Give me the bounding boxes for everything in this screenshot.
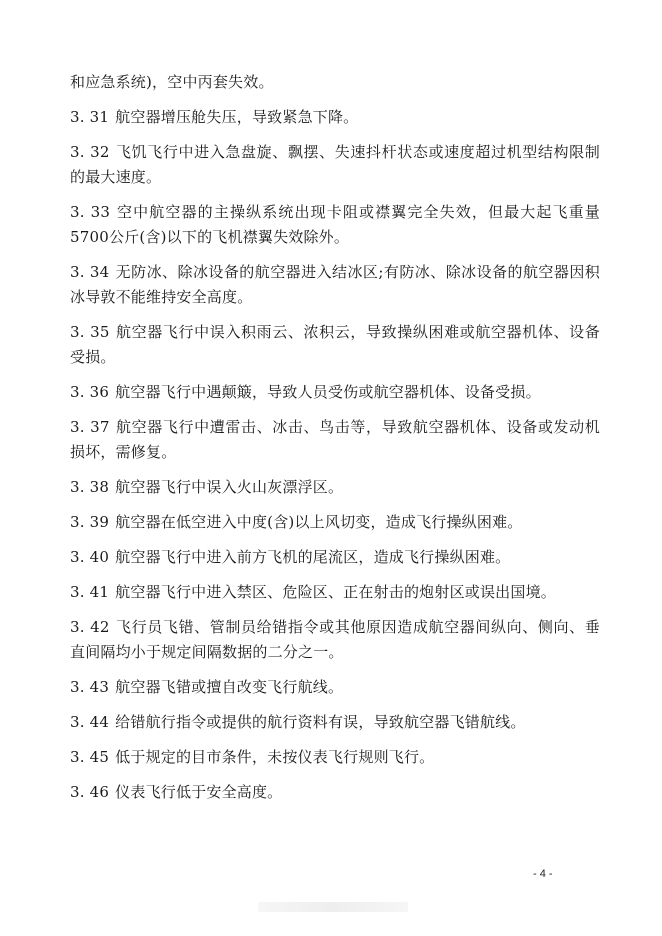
paragraph-3-34 xyxy=(70,260,600,310)
paragraph-text: 航空器增压舱失压，导致紧急下降。 xyxy=(115,108,359,126)
paragraph-3-43 xyxy=(70,675,600,700)
paragraph-text: 航空器飞行中遇颠簸，导致人员受伤或航空器机体、设备受损。 xyxy=(115,383,541,401)
paragraph-3-46 xyxy=(70,780,600,805)
paragraph-3-32 xyxy=(70,140,600,190)
paragraph-3-35 xyxy=(70,320,600,370)
faint-watermark xyxy=(258,902,408,912)
clause-number: 3. 36 xyxy=(70,383,110,401)
clause-number: 3. 37 xyxy=(70,418,110,436)
clause-number: 3. 39 xyxy=(70,513,110,531)
clause-number: 3. 34 xyxy=(70,263,110,281)
paragraph-3-38 xyxy=(70,475,600,500)
clause-number: 3. 31 xyxy=(70,108,110,126)
paragraph-text: 空中航空器的主操纵系统出现卡阻或襟翼完全失效，但最大起飞重量5700公斤(含)以下的飞机襟翼失效除外。 xyxy=(70,203,600,246)
page-number: - 4 - xyxy=(533,868,553,880)
paragraph-3-41 xyxy=(70,580,600,605)
clause-number: 3. 38 xyxy=(70,478,110,496)
clause-number: 3. 33 xyxy=(70,203,111,221)
paragraph-text: 航空器飞错或擅自改变飞行航线。 xyxy=(115,678,344,696)
paragraph-text: 和应急系统)，空中丙套失效。 xyxy=(70,73,274,91)
paragraph-3-31 xyxy=(70,105,600,130)
clause-number: 3. 44 xyxy=(70,713,110,731)
paragraph-text: 航空器飞行中遭雷击、冰击、鸟击等，导致航空器机体、设备或发动机损坏，需修复。 xyxy=(70,418,600,461)
paragraph-text: 航空器飞行中进入前方飞机的尾流区，造成飞行操纵困难。 xyxy=(115,548,511,566)
paragraph-text: 飞行员飞错、管制员给错指令或其他原因造成航空器间纵向、侧向、垂直间隔均小于规定间隔数据的二分之一。 xyxy=(70,618,600,661)
clause-number: 3. 43 xyxy=(70,678,110,696)
paragraph-text: 航空器飞行中误入积雨云、浓积云，导致操纵困难或航空器机体、设备受损。 xyxy=(70,323,600,366)
paragraph-3-36 xyxy=(70,380,600,405)
clause-number: 3. 46 xyxy=(70,783,110,801)
paragraph-3-45 xyxy=(70,745,600,770)
clause-number: 3. 41 xyxy=(70,583,110,601)
paragraph-text: 航空器在低空进入中度(含)以上风切变，造成飞行操纵困难。 xyxy=(115,513,523,531)
clause-number: 3. 35 xyxy=(70,323,110,341)
paragraph-0 xyxy=(70,70,600,95)
clause-number: 3. 42 xyxy=(70,618,110,636)
paragraph-3-39 xyxy=(70,510,600,535)
paragraph-3-37 xyxy=(70,415,600,465)
paragraph-text: 无防冰、除冰设备的航空器进入结冰区;有防冰、除冰设备的航空器因积冰导敦不能维持安全高度。 xyxy=(70,263,600,306)
paragraph-text: 飞饥飞行中进入急盘旋、飘摆、失速抖杆状态或速度超过机型结构限制的最大速度。 xyxy=(70,143,600,186)
paragraph-3-40 xyxy=(70,545,600,570)
paragraph-text: 低于规定的目市条件，未按仪表飞行规则飞行。 xyxy=(115,748,435,766)
document-body xyxy=(70,70,600,815)
paragraph-text: 仪表飞行低于安全高度。 xyxy=(115,783,283,801)
paragraph-3-42 xyxy=(70,615,600,665)
paragraph-text: 给错航行指令或提供的航行资料有误，导致航空器飞错航线。 xyxy=(115,713,526,731)
clause-number: 3. 32 xyxy=(70,143,110,161)
paragraph-3-44 xyxy=(70,710,600,735)
paragraph-3-33 xyxy=(70,200,600,250)
paragraph-text: 航空器飞行中进入禁区、危险区、正在射击的炮射区或误出国境。 xyxy=(115,583,556,601)
clause-number: 3. 40 xyxy=(70,548,110,566)
paragraph-text: 航空器飞行中误入火山灰漂浮区。 xyxy=(115,478,344,496)
clause-number: 3. 45 xyxy=(70,748,110,766)
